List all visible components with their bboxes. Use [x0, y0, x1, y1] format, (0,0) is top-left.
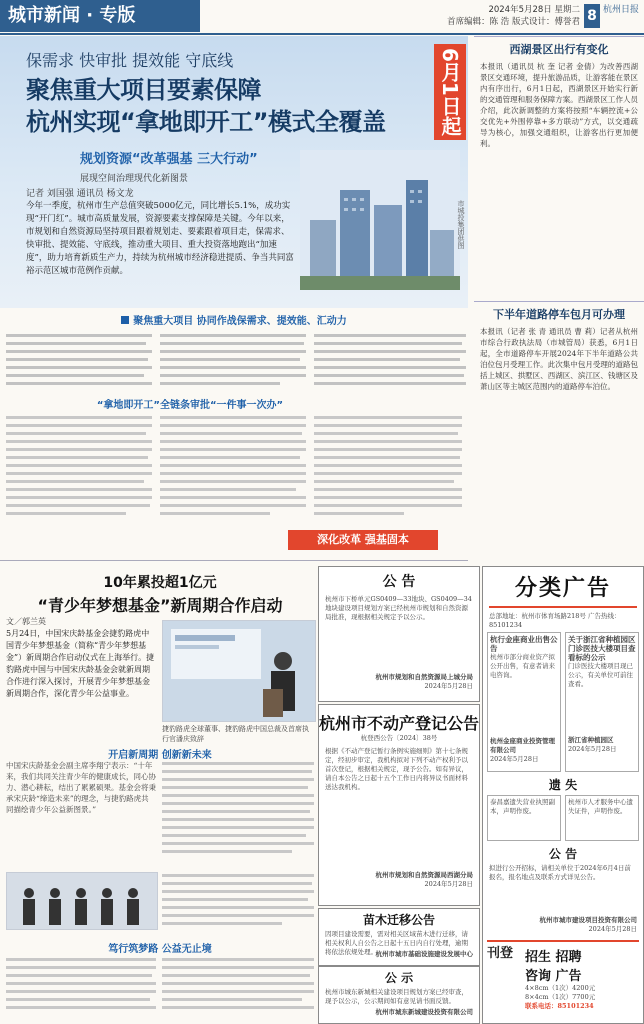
classified-rule	[489, 606, 637, 608]
lead-subhead-1-text: 聚焦重大项目 协同作战保需求、提效能、汇动力	[133, 316, 347, 327]
lead-byline: 记者 刘国强 通讯员 杨文龙	[26, 189, 134, 199]
lead-headline-2: 杭州实现“拿地即开工”模式全覆盖	[26, 108, 386, 136]
recruit-price-1: 4×8cm（1次）4200元	[525, 984, 596, 992]
notice-2-sign: 杭州市城东新城建设投资有限公司	[375, 1008, 473, 1016]
registry-date: 2024年5月28日	[424, 880, 473, 888]
text-lines	[162, 760, 314, 870]
notice-3-sign: 杭州市城市建设项目投资有限公司	[539, 916, 637, 924]
classified-item-1-date: 2024年5月28日	[490, 755, 539, 763]
editor-text: 首席编辑：陈 浩 版式设计：傅誉君	[447, 17, 580, 27]
story-title-west-lake: 西湖景区出行有变化	[474, 36, 644, 57]
classified-item-2	[565, 632, 639, 772]
lead-subhead-2: “拿地即开工”全链条审批“一件事一次办”	[96, 400, 284, 411]
recruit-left: 刊登	[487, 946, 514, 961]
notice-2-title: 公 示	[384, 971, 414, 985]
masthead-rule	[0, 33, 644, 35]
lead-body-columns	[6, 414, 462, 524]
date-badge: 6月1日起	[434, 44, 466, 140]
classified-item-1-title: 杭行金座商业出售公告	[490, 635, 558, 653]
notice-2	[318, 966, 480, 1024]
green-strip	[300, 276, 460, 290]
classified-item-2-body: 门诊医技大楼项目现已公示，有关单位可前往查看。	[568, 662, 633, 688]
lead-kicker: 保需求 快审批 提效能 守底线	[26, 51, 234, 70]
speaker-head	[274, 652, 292, 670]
recruit-hotline: 联系电话：85101234	[525, 1002, 594, 1010]
notice-3-date: 2024年5月28日	[588, 925, 637, 933]
lead-column-3	[314, 332, 466, 390]
notice-1-title: 公 告	[382, 574, 416, 590]
story-title-parking: 下半年道路停车包月可办理	[474, 301, 644, 322]
story2-intro: 5月24日，中国宋庆龄基金会捷豹路虎中国青少年梦想基金（简称“青少年梦想基金”）新周期合作启动仪式在上海举行。捷豹路虎中国与中国宋庆龄基金会就新周期合作进行深入探讨，开展青少年梦想基金新周期合作，深化青少年公益事业。	[6, 629, 155, 698]
story2-subhead-1: 开启新周期 创新新未来	[108, 750, 212, 761]
date-line	[300, 4, 580, 28]
notice-3-body: 拟进行公开招标，请相关单位于2024年6月4日前报名，报名地点及联系方式详见公告。	[489, 864, 631, 881]
relocation-title: 苗木迁移公告	[362, 913, 435, 927]
registry-notice	[318, 704, 480, 906]
story2-body-1: 中国宋庆龄基金会副主席李翔宁表示：“十年来，我们共同关注青少年的健康成长，同心协力、潜心耕耘，结出了累累硕果。基金会将秉承宋庆龄“缔造未来”的理念，与捷豹路虎共同描绘青少年公益新图景。”	[6, 761, 156, 814]
date-text: 2024年5月28日 星期二	[488, 5, 580, 15]
classified-section	[482, 566, 644, 1024]
tower-2	[340, 190, 370, 290]
lead-headline-1: 聚焦重大项目要素保障	[26, 76, 261, 104]
event-photo	[162, 620, 316, 722]
text-lines	[160, 332, 306, 390]
story-body-west-lake: 本报讯（通讯员 杭 奎 记者 金倩）为改善西湖景区交通环境，提升旅游品质，让游客能在景区内有序出行，6月1日起，西湖景区开始实行新的交通管理和服务保障方案。西湖景区工作人员介绍，此次新调整的方案将按照“车辆控流+公交优先+外围停靠+多方联动”方式，以交通疏导为核心，加强交通组织，让游客出行更加便利。	[480, 62, 638, 148]
stage-icon	[163, 621, 315, 721]
classified-row-1	[487, 632, 639, 772]
campaign-title: 规划资源“改革强基 三大行动”	[80, 152, 258, 167]
text-lines	[6, 332, 152, 390]
story2-headline-1: 10年累投超1亿元	[103, 575, 217, 591]
story2-body-2	[162, 760, 314, 870]
registry-title: 杭州市不动产登记公告	[319, 714, 480, 733]
loss-row	[487, 795, 639, 841]
section-title: 城市新闻 · 专版	[0, 0, 200, 32]
podium	[263, 689, 283, 717]
photo-credit: 市城投集团供图	[457, 200, 465, 249]
classified-item-1-sign: 杭州金座商业投资管理有限公司	[490, 737, 555, 754]
lead-column-2	[160, 332, 306, 390]
classified-item-2-date: 2024年5月28日	[568, 745, 617, 753]
tower-4	[406, 180, 428, 290]
text-lines	[162, 872, 314, 932]
photo-caption: 捷豹路虎全球董事、捷豹路虎中国总裁及首席执行官潘庆致辞	[162, 725, 309, 743]
recruit-ad	[487, 940, 639, 1011]
group-photo	[6, 872, 158, 930]
recruit-headline-1: 招生 招聘	[525, 950, 582, 965]
registry-body: 根据《不动产登记暂行条例实施细则》第十七条规定，经初步审定，我机构拟对下列不动产权利予以首次登记，根据相关规定，现予公告。如有异议，请自本公告之日起十五个工作日内将异议书面材料送达我机构。	[325, 747, 468, 791]
notice-1-sign: 杭州市规划和自然资源局上城分局	[375, 673, 473, 681]
relocation-notice	[318, 908, 480, 966]
right-column	[474, 36, 644, 620]
text-lines	[6, 414, 462, 524]
recruit-price-2: 8×4cm（1次）7700元	[525, 993, 596, 1001]
relocation-sign: 杭州市城市基础设施建设发展中心	[375, 950, 473, 958]
story2-byline: 文／郭兰英	[6, 617, 46, 626]
story2-headline-2: “青少年梦想基金”新周期合作启动	[37, 596, 283, 615]
notice-2-body: 杭州市城东新城相关建设项目规划方案已经审查，现予以公示，公示期间如有意见请书面反馈。	[325, 988, 468, 1005]
newspaper-logo: 杭州日报	[602, 5, 639, 15]
loss-item-left: 泰昌嘉遗失营业执照副本，声明作废。	[487, 795, 561, 841]
lead-subhead-1	[0, 312, 468, 330]
building-illustration	[300, 150, 460, 290]
page-number: 8	[584, 4, 600, 28]
classified-item-1	[487, 632, 561, 772]
notice-1-body: 杭州市下桥单元GS0409—33地块、GS0409—34地块建设项目规划方案已经杭州市规划和自然资源局批准，现根据相关规定予以公示。	[325, 595, 472, 621]
recruit-headline-2: 咨询 广告	[525, 969, 582, 984]
classified-header-line: 总部地址：杭州市体育场路218号 广告热线：85101234	[489, 612, 621, 629]
loss-title: 遗 失	[548, 778, 578, 792]
classified-title: 分类广告	[514, 576, 611, 601]
story2-body-3	[162, 872, 314, 932]
classified-item-1-body: 杭州市部分商业资产拟公开出售，有意者请来电咨询。	[490, 653, 555, 679]
notice-3-title: 公 告	[548, 847, 578, 861]
relocation-body: 因项目建设需要，需对相关区域苗木进行迁移，请相关权利人自公告之日起十五日内自行处理，逾期将依法依规处理。	[325, 930, 468, 956]
story2-body-4	[6, 956, 314, 1020]
classified-item-2-title: 关于浙江省种植园区门诊医技大楼项目查看标的公示	[568, 635, 636, 662]
text-lines	[6, 956, 314, 1020]
group-icon	[7, 873, 157, 929]
story2-subhead-2: 笃行筑梦路 公益无止境	[108, 944, 212, 955]
section-divider	[0, 560, 468, 561]
registry-sign: 杭州市规划和自然资源局西湖分局	[375, 871, 473, 879]
lead-column-1	[6, 332, 152, 390]
notice-1	[318, 566, 480, 702]
campaign-subtitle: 展现空间治理现代化新图景	[80, 174, 189, 184]
registry-sub: 杭登西公告〔2024〕38号	[360, 734, 438, 742]
loss-item-right: 杭州市人才服务中心遗失证件，声明作废。	[565, 795, 639, 841]
lead-intro: 今年一季度，杭州市生产总值突破5000亿元，同比增长5.1%，成功实现“开门红”。城市高质量发展，资源要素支撑保障是关键。今年以来，市规划和自然资源局坚持项目跟着规划走、要素跟着项目走，保需求、快审批、提效能、守底线，推动重大项目、重大投资落地跑出“加速度”，助力培育新质生产力，持续为杭州城市经济稳进提质、争当共同富裕示范区城市范例作贡献。	[26, 201, 294, 276]
notice-1-date: 2024年5月28日	[424, 682, 473, 690]
story-body-parking: 本报讯（记者 张 青 通讯员 曹 莉）记者从杭州市综合行政执法局（市城管局）获悉，6月1日起，全市道路停车开展2024年下半年道路公共泊位包月受理工作。此次集中包月受理的道路包括上城区、拱墅区、西湖区、滨江区、钱塘区及萧山区等主城区范围内的道路停车泊位。	[480, 327, 638, 391]
slogan-badge: 深化改革 强基固本	[288, 530, 438, 550]
text-lines	[314, 332, 466, 390]
classified-item-2-sign: 浙江省种植园区	[568, 736, 614, 744]
square-icon	[121, 316, 129, 324]
